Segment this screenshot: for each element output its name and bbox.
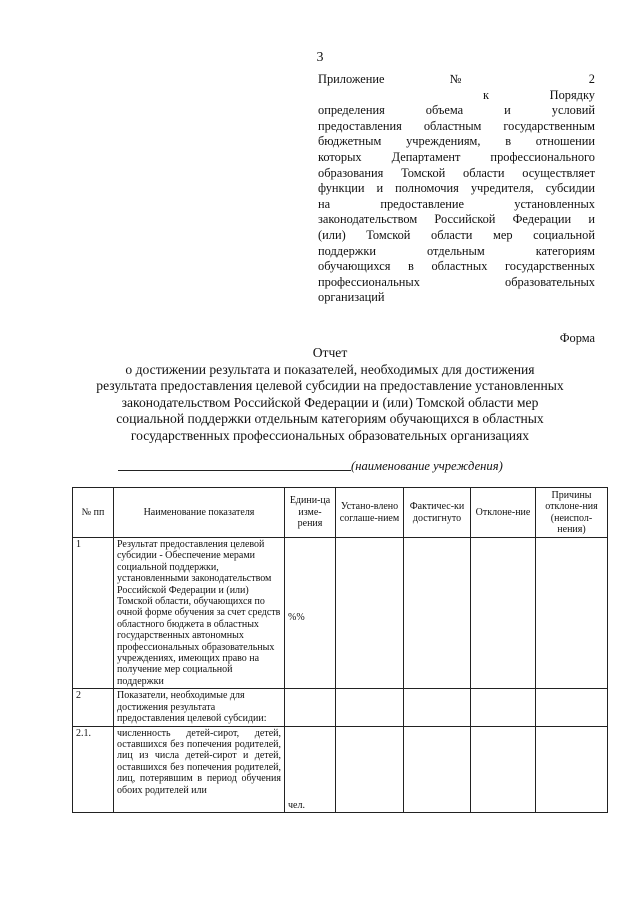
appendix-line: на предоставление установленных [318, 196, 595, 211]
report-title-line: о достижении результата и показателей, необходимых для достижения [125, 361, 535, 377]
report-title [90, 345, 570, 445]
row-reasons-cell[interactable] [536, 538, 608, 689]
row-unit: %% [285, 538, 336, 689]
report-title-line: законодательством Российской Федерации и (или) Томской области мер [121, 394, 539, 410]
appendix-line: (или) Томской области мер социальной [318, 227, 595, 242]
appendix-line: обучающихся в областных государственных [318, 259, 595, 274]
header-num: № пп [73, 488, 114, 538]
row-planned-cell[interactable] [336, 726, 404, 812]
row-num: 1 [73, 538, 114, 689]
row-reasons-cell[interactable] [536, 689, 608, 726]
report-title-line: социальной поддержки отдельным категориям обучающихся в областных [116, 411, 544, 427]
row-planned-cell[interactable] [336, 538, 404, 689]
row-num: 2.1. [73, 726, 114, 812]
table-row [73, 689, 608, 726]
row-deviation-cell[interactable] [471, 538, 536, 689]
row-unit [285, 689, 336, 726]
row-name: Результат предоставления целевой субсидии - Обеспечение мерами социальной поддержки, установленными законодательством Российской Федерации и (или) Томской области, обучающихся по очной форме обучения за счет средств областного бюджета в областных государственных автономных профессиональных образовательных учреждениях, имеющих право на получение мер социальной поддержки [114, 538, 285, 689]
appendix-line: которых Департамент профессионального [318, 149, 595, 164]
appendix-line: образования Томской области осуществляет [318, 165, 595, 180]
appendix-line: определения объема и условий [318, 103, 595, 118]
header-deviation: Отклоне-ние [471, 488, 536, 538]
row-actual-cell[interactable] [404, 689, 471, 726]
row-reasons-cell[interactable] [536, 726, 608, 812]
row-name: Показатели, необходимые для достижения результата предоставления целевой субсидии: [114, 689, 285, 726]
appendix-line: законодательством Российской Федерации и [318, 212, 595, 227]
table-row [73, 726, 608, 812]
report-heading: Отчет [312, 345, 348, 360]
report-title-line: результата предоставления целевой субсидии на предоставление установленных [96, 378, 564, 394]
appendix-line: Приложение № 2 [318, 72, 595, 86]
appendix-line: поддержки отдельным категориям [318, 243, 595, 258]
form-label: Форма [559, 331, 595, 345]
appendix-line: к Порядку [483, 87, 595, 102]
page-number: 3 [316, 50, 324, 65]
row-deviation-cell[interactable] [471, 689, 536, 726]
appendix-line: предоставления областным государственным [318, 118, 595, 133]
appendix-line: организаций [318, 290, 385, 305]
header-planned: Устано-влено соглаше-нием [336, 488, 404, 538]
header-reasons: Причины отклоне-ния (неиспол-нения) [536, 488, 608, 538]
organization-field [118, 458, 503, 474]
header-unit: Едини-ца изме-рения [285, 488, 336, 538]
organization-caption: (наименование учреждения) [351, 459, 503, 473]
table-header-row [73, 488, 608, 538]
appendix-line: функции и полномочия учредителя, субсидии [318, 181, 595, 196]
row-actual-cell[interactable] [404, 538, 471, 689]
appendix-line: профессиональных образовательных [318, 274, 595, 289]
row-actual-cell[interactable] [404, 726, 471, 812]
row-unit: чел. [285, 726, 336, 812]
row-planned-cell[interactable] [336, 689, 404, 726]
row-name: численность детей-сирот, детей, оставшихся без попечения родителей, лиц из числа детей-сирот и детей, оставшихся без попечения родителей, лиц, потерявшим в период обучения обоих родителей или [114, 726, 285, 812]
organization-blank-line[interactable] [118, 458, 351, 471]
row-deviation-cell[interactable] [471, 726, 536, 812]
header-name: Наименование показателя [114, 488, 285, 538]
appendix-block [318, 72, 595, 306]
row-num: 2 [73, 689, 114, 726]
report-table [72, 487, 608, 813]
report-title-line: государственных профессиональных образовательных организациях [130, 427, 530, 443]
header-actual: Фактичес-ки достигнуто [404, 488, 471, 538]
table-row [73, 538, 608, 689]
appendix-line: бюджетным учреждениям, в отношении [318, 134, 595, 149]
